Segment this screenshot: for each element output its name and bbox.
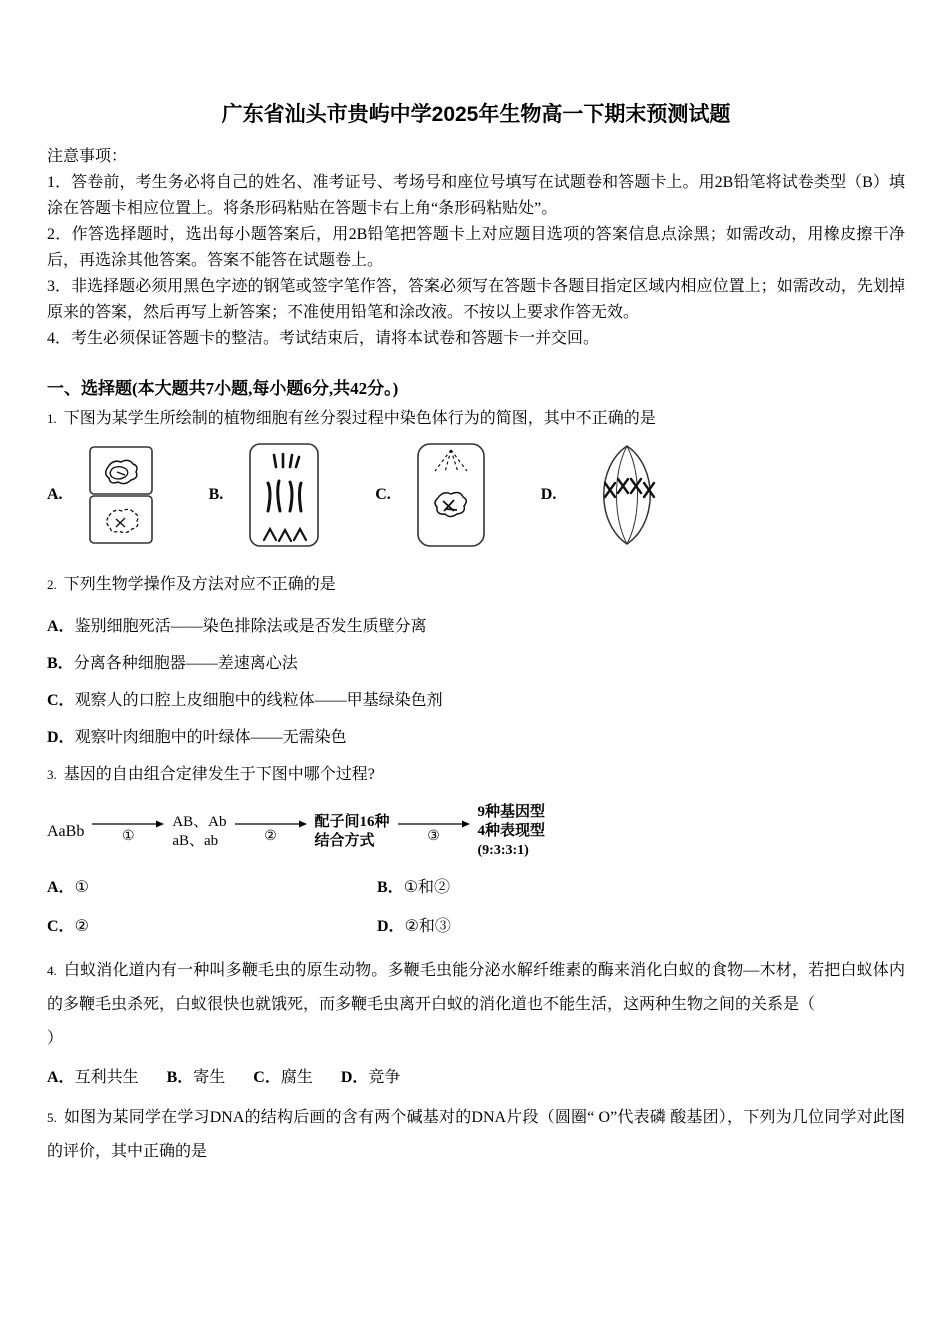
section-heading: 一、选择题(本大题共7小题,每小题6分,共42分。) <box>47 379 399 398</box>
option-text: ② <box>74 918 89 935</box>
q1-option-b <box>209 443 320 547</box>
option-label: B． <box>377 879 404 896</box>
question-4-close-paren: ） <box>47 1030 64 1047</box>
mitosis-diagram-a <box>89 446 153 544</box>
notice-item-1: 1．答卷前，考生务必将自己的姓名、准考证号、考场号和座位号填写在试题卷和答题卡上。用2B铅笔将试卷类型（B）填涂在答题卡相应位置上。将条形码粘贴在答题卡右上角“条形码粘贴处”。 <box>47 174 905 217</box>
combination-line-1: 配子间16种 <box>314 813 390 830</box>
question-3-text: 基因的自由组合定律发生于下图中哪个过程? <box>63 766 375 783</box>
page-title: 广东省汕头市贵屿中学2025年生物高一下期末预测试题 <box>221 103 731 126</box>
option-c-label: C. <box>375 486 391 503</box>
notice-section <box>47 144 905 352</box>
option-text: ① <box>74 879 89 896</box>
option-d-label: D. <box>540 486 557 503</box>
question-5-text: 如图为某同学在学习DNA的结构后画的含有两个碱基对的DNA片段（圆圈“ O”代表磷 酸基团），下列为几位同学对此图的评价，其中正确的是 <box>47 1109 905 1160</box>
notice-item-3: 3．非选择题必须用黑色字迹的钢笔或签字笔作答，答案必须写在答题卡各题目指定区域内相应位置上；如需改动，先划掉原来的答案，然后再写上新答案；不准使用铅笔和涂改液。不按以上要求作答无效。 <box>47 278 905 321</box>
q1-option-c <box>375 443 485 547</box>
arrow-right-icon <box>235 819 307 845</box>
question-2-number: 2. <box>47 577 57 592</box>
question-5 <box>47 1101 905 1169</box>
option-text: ②和③ <box>404 918 451 935</box>
arrow-right-icon <box>398 819 470 845</box>
mitosis-diagram-b <box>249 443 319 547</box>
option-b-label: B. <box>208 486 224 503</box>
notice-item-4: 4．考生必须保证答题卡的整洁。考试结束后，请将本试卷和答题卡一并交回。 <box>47 330 600 347</box>
option-label: D． <box>340 1069 369 1086</box>
notice-heading: 注意事项： <box>47 148 128 165</box>
q2-option-c <box>47 687 905 710</box>
flow-step-1: ① <box>122 828 135 844</box>
question-3-number: 3. <box>47 767 57 782</box>
q1-option-d <box>541 443 673 547</box>
flow-gametes <box>172 813 226 851</box>
option-text: 互利共生 <box>74 1069 139 1086</box>
option-text: 观察叶肉细胞中的叶绿体——无需染色 <box>74 729 347 746</box>
option-text: 寄生 <box>193 1069 226 1086</box>
notice-item-2: 2．作答选择题时，选出每小题答案后，用2B铅笔把答题卡上对应题目选项的答案信息点涂黑；如需改动，用橡皮擦干净后，再选涂其他答案。答案不能答在试题卷上。 <box>47 226 905 269</box>
question-4 <box>47 954 905 1087</box>
option-label: C． <box>253 1069 281 1086</box>
q4-option-c <box>253 1064 313 1087</box>
option-label: B． <box>166 1069 194 1086</box>
q4-option-a <box>47 1064 139 1087</box>
result-line-1: 9种基因型 <box>477 804 546 820</box>
result-line-3: (9:3:3:1) <box>477 843 529 858</box>
flow-start-genotype: AaBb <box>47 822 85 840</box>
option-label: A． <box>47 618 75 635</box>
q3-option-d <box>377 913 905 936</box>
option-label: A． <box>47 879 75 896</box>
q1-options-row <box>47 443 905 547</box>
q1-option-a <box>47 446 153 544</box>
question-1-text: 下图为某学生所绘制的植物细胞有丝分裂过程中染色体行为的简图，其中不正确的是 <box>63 410 656 427</box>
option-text: 鉴别细胞死活——染色排除法或是否发生质壁分离 <box>74 618 427 635</box>
option-label: C． <box>47 918 75 935</box>
question-1 <box>47 405 905 547</box>
option-text: 分离各种细胞器——差速离心法 <box>73 655 298 672</box>
arrow-right-icon <box>92 819 164 845</box>
flow-step-3: ③ <box>427 828 440 844</box>
flow-combination <box>315 813 390 851</box>
flow-result <box>478 803 546 860</box>
gene-flow-diagram <box>47 803 905 860</box>
q3-option-b <box>377 874 905 897</box>
option-text: 观察人的口腔上皮细胞中的线粒体——甲基绿染色剂 <box>74 692 443 709</box>
option-label: A． <box>47 1069 75 1086</box>
mitosis-diagram-c <box>417 443 485 547</box>
q4-options-row <box>47 1064 905 1087</box>
gametes-line-2: aB、ab <box>172 832 219 849</box>
question-4-number: 4. <box>47 963 57 978</box>
flow-step-2: ② <box>264 828 277 844</box>
option-label: D． <box>47 729 75 746</box>
option-label: D． <box>377 918 405 935</box>
question-2-text: 下列生物学操作及方法对应不正确的是 <box>63 576 336 593</box>
option-a-label: A. <box>47 486 63 503</box>
question-4-text: 白蚁消化道内有一种叫多鞭毛虫的原生动物。多鞭毛虫能分泌水解纤维素的酶来消化白蚁的食物—木材，若把白蚁体内的多鞭毛虫杀死，白蚁很快也就饿死，而多鞭毛虫离开白蚁的消化道也不能生活，这两种生物之间的关系是（ <box>47 962 905 1013</box>
q4-option-d <box>341 1064 401 1087</box>
q2-option-a <box>47 613 905 636</box>
result-line-2: 4种表现型 <box>477 823 546 839</box>
question-3 <box>47 761 905 936</box>
q2-option-b <box>47 650 905 673</box>
option-text: 腐生 <box>280 1069 313 1086</box>
mitosis-diagram-d <box>582 443 672 547</box>
question-5-number: 5. <box>47 1110 57 1125</box>
question-2 <box>47 571 905 747</box>
option-label: B． <box>47 655 74 672</box>
gametes-line-1: AB、Ab <box>172 813 227 830</box>
option-label: C． <box>47 692 75 709</box>
q3-option-c <box>47 913 377 936</box>
option-text: ①和② <box>403 879 451 896</box>
q3-options-grid <box>47 874 905 936</box>
question-1-number: 1. <box>47 411 57 426</box>
q4-option-b <box>167 1064 226 1087</box>
q2-option-d <box>47 724 905 747</box>
combination-line-2: 结合方式 <box>314 832 375 849</box>
option-text: 竞争 <box>368 1069 401 1086</box>
q3-option-a <box>47 874 377 897</box>
